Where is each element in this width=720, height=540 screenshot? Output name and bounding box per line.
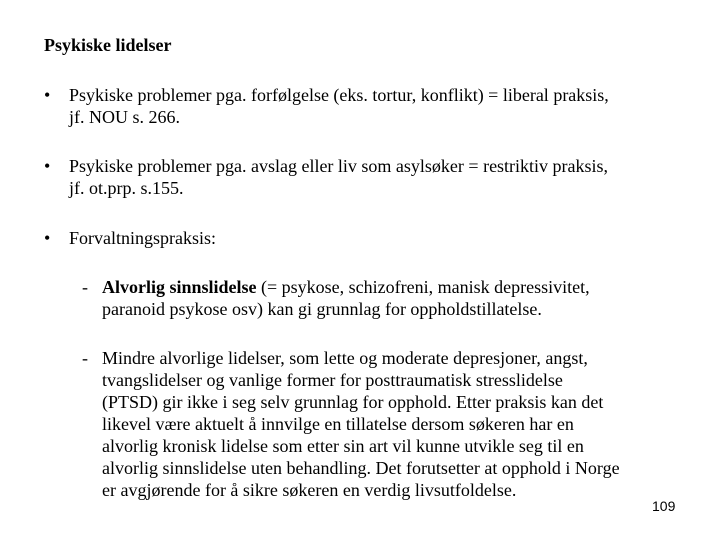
- sub-bullet-item-1: [82, 276, 682, 320]
- dash-marker: -: [82, 348, 88, 368]
- bullet-line: Psykiske problemer pga. forfølgelse (eks. tortur, konflikt) = liberal praksis,: [69, 85, 609, 105]
- dash-marker: -: [82, 277, 88, 297]
- sub-bullet-line: paranoid psykose osv) kan gi grunnlag for oppholdstillatelse.: [102, 299, 542, 319]
- bullet-marker: •: [44, 228, 51, 248]
- sub-bullet-line: (= psykose, schizofreni, manisk depressivitet,: [256, 277, 590, 297]
- sub-bullet-line: alvorlig sinnslidelse uten behandling. Det forutsetter at opphold i Norge: [102, 458, 620, 478]
- sub-bullet-item-2: [82, 347, 682, 501]
- bullet-line: Psykiske problemer pga. avslag eller liv som asylsøker = restriktiv praksis,: [69, 156, 609, 176]
- bullet-marker: •: [44, 156, 51, 176]
- bullet-line: jf. ot.prp. s.155.: [69, 178, 184, 198]
- bullet-item-3: [44, 227, 684, 249]
- bullet-item-2: [44, 155, 684, 199]
- sub-bullet-bold-lead: Alvorlig sinnslidelse: [102, 277, 257, 297]
- bullet-line: Forvaltningspraksis:: [69, 228, 216, 248]
- bullet-marker: •: [44, 85, 51, 105]
- sub-bullet-text: [102, 276, 682, 320]
- sub-bullet-line: (PTSD) gir ikke i seg selv grunnlag for opphold. Etter praksis kan det: [102, 392, 604, 412]
- bullet-line: jf. NOU s. 266.: [69, 107, 180, 127]
- sub-bullet-line: alvorlig kronisk lidelse som etter sin art vil kunne utvikle seg til en: [102, 436, 584, 456]
- bullet-item-1: [44, 84, 684, 128]
- bullet-text: [69, 227, 684, 249]
- sub-bullet-line: tvangslidelser og vanlige former for posttraumatisk stresslidelse: [102, 370, 563, 390]
- bullet-text: [69, 84, 684, 128]
- page-number: 109: [652, 498, 676, 514]
- bullet-text: [69, 155, 684, 199]
- sub-bullet-line: er avgjørende for å sikre søkeren en verdig livsutfoldelse.: [102, 480, 517, 500]
- slide-title: Psykiske lidelser: [44, 35, 172, 55]
- sub-bullet-line: Mindre alvorlige lidelser, som lette og moderate depresjoner, angst,: [102, 348, 588, 368]
- sub-bullet-line: likevel være aktuelt å innvilge en tillatelse dersom søkeren har en: [102, 414, 574, 434]
- sub-bullet-text: [102, 347, 682, 501]
